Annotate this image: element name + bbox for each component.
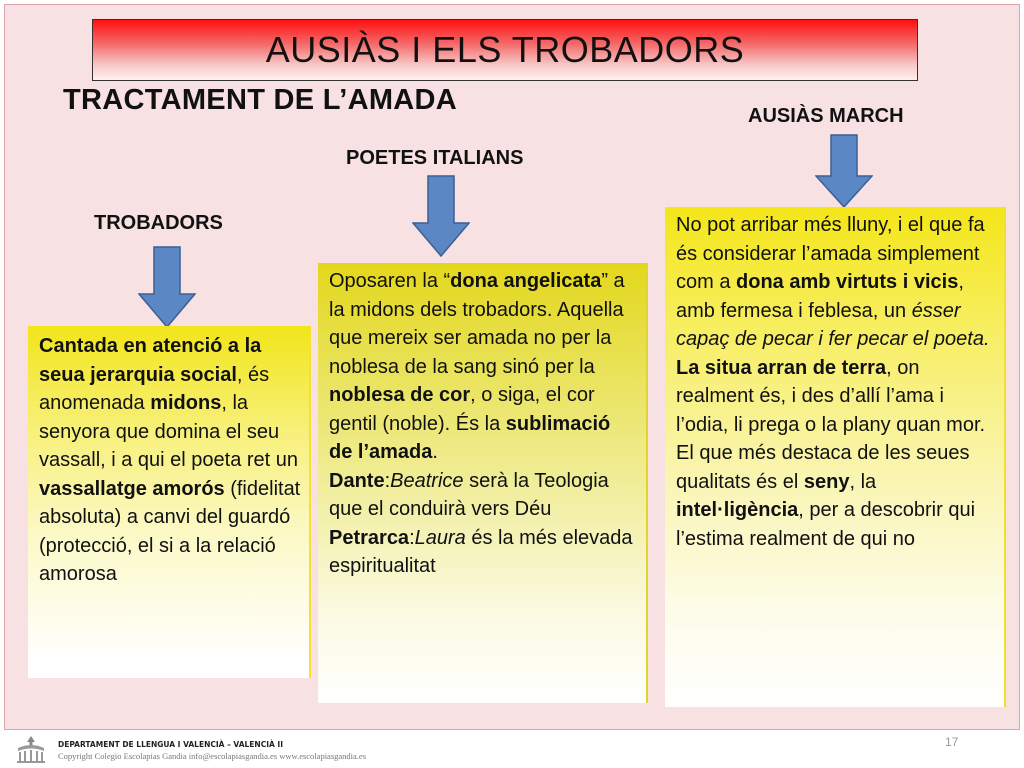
poetes-italians-text-box [318, 263, 648, 703]
text-segment: dona angelicata [450, 270, 602, 292]
trobadors-text [39, 332, 301, 589]
text-segment: Petrarca [329, 526, 410, 549]
text-segment: ” a la midons dels trobadors. Aquella que mereix ser amada no per la noblesa de la sang sinó per la [329, 270, 625, 378]
trobadors-text-box [28, 326, 311, 678]
text-segment: , és anomenada [39, 363, 270, 414]
text-segment: , per a descobrir qui l’estima realment de qui no [676, 499, 976, 550]
slide-subtitle: TRACTAMENT DE L’AMADA [63, 84, 458, 116]
text-segment: Laura [414, 526, 466, 549]
ausias-march-text-box [665, 207, 1006, 707]
text-segment: Beatrice [390, 469, 464, 492]
school-logo-icon [14, 734, 48, 764]
poetes-italians-text [329, 267, 636, 581]
text-segment: ésser capaç de pecar i fer pecar el poeta. [676, 299, 990, 350]
text-segment: midons [150, 392, 222, 414]
text-segment: El que més destaca de les seues qualitats és el [676, 442, 970, 493]
text-segment: Dante [329, 469, 385, 492]
text-segment: , amb fermesa i feblesa, un [676, 271, 964, 322]
text-segment: . [432, 441, 438, 463]
text-segment: La situa arran de terra [676, 356, 887, 379]
down-arrow-icon [815, 134, 873, 208]
text-segment: , la senyora que domina el seu vassall, i a qui el poeta ret un [39, 392, 299, 471]
text-segment: : [409, 526, 415, 549]
text-segment: Oposaren la “ [329, 270, 451, 292]
text-segment: dona amb virtuts i vicis [736, 271, 959, 293]
down-arrow-icon [412, 175, 470, 257]
text-segment: sublimació de l’amada [329, 412, 611, 463]
text-segment: Cantada en atenció a la seua jerarquia social [39, 335, 262, 386]
ausias-march-text [676, 211, 996, 553]
text-segment: intel·ligència [676, 499, 799, 521]
heading-ausias-march: AUSIÀS MARCH [748, 105, 904, 127]
slide-title: AUSIÀS I ELS TROBADORS [265, 29, 745, 70]
text-segment: noblesa de cor [329, 384, 471, 406]
heading-trobadors: TROBADORS [94, 212, 223, 234]
text-segment: (fidelitat absoluta) a canvi del guardó (protecció, el si a la relació amorosa [39, 477, 301, 585]
text-segment: , la [849, 470, 877, 493]
text-segment: : [384, 469, 391, 492]
text-segment: és la més elevada espiritualitat [329, 526, 633, 577]
down-arrow-icon [138, 246, 196, 328]
page-number: 17 [945, 735, 959, 749]
text-segment: vassallatge amorós [39, 477, 225, 500]
text-segment: No pot arribar més lluny, i el que fa és considerar l’amada simplement com a [676, 214, 985, 293]
footer-copyright: Copyright Colegio Escolapias Gandia info@escolapiasgandia.es www.escolapiasgandia.es [58, 751, 367, 761]
heading-poetes-italians: POETES ITALIANS [346, 147, 524, 169]
footer-department: DEPARTAMENT DE LLENGUA I VALENCIÀ – VALENCIÀ II [58, 740, 283, 749]
title-box [92, 19, 918, 81]
text-segment: seny [803, 470, 850, 493]
text-segment: , o siga, el cor gentil (noble). És la [329, 384, 595, 435]
text-segment: serà la Teologia que el conduirà vers Déu [329, 469, 609, 520]
text-segment: , on realment és, i des d’allí l’ama i l’odia, li prega o la plany quan mor. [676, 356, 986, 436]
